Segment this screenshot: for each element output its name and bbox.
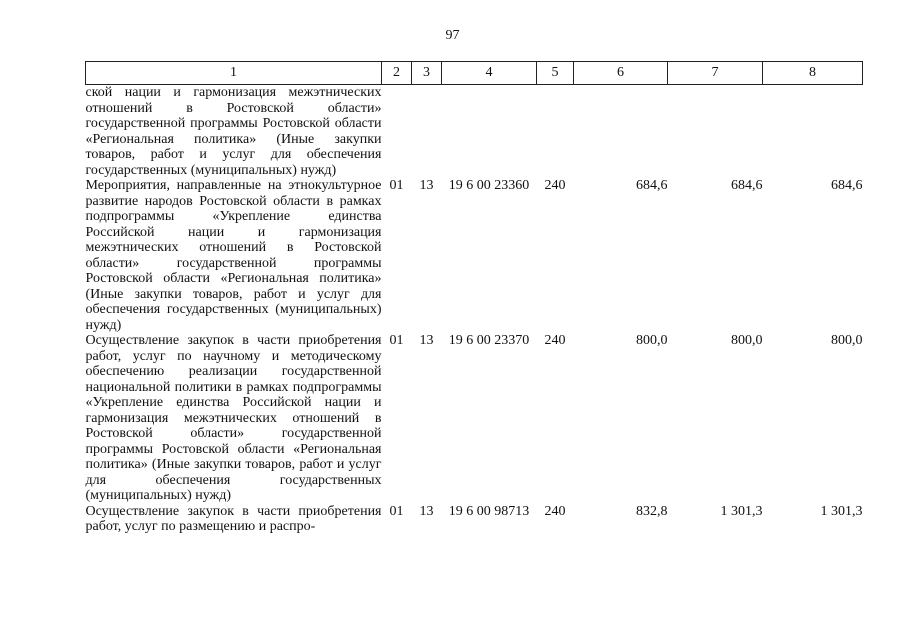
row-section-code: 01 (389, 503, 404, 519)
column-header-6: 6 (574, 62, 668, 85)
column-header-8: 8 (763, 62, 863, 85)
column-header-5: 5 (537, 62, 574, 85)
row-amount-col8 (763, 85, 863, 179)
row-amount-col8: 800,0 (831, 333, 863, 348)
page-number: 97 (445, 28, 460, 43)
row-subsection-code: 13 (419, 503, 434, 519)
column-header-4: 4 (442, 62, 537, 85)
row-amount-col7: 684,6 (731, 178, 763, 193)
table-row (86, 504, 863, 535)
column-header-1: 1 (86, 62, 382, 85)
row-amount-col8: 1 301,3 (820, 503, 863, 519)
row-amount-col6: 684,6 (636, 178, 668, 193)
row-amount-col8: 684,6 (831, 178, 863, 193)
budget-table (85, 61, 863, 535)
row-amount-col7: 800,0 (731, 333, 763, 348)
row-amount-col6: 800,0 (636, 333, 668, 348)
table-row (86, 85, 863, 179)
row-amount-col6: 832,8 (636, 503, 668, 519)
row-subsection-code: 13 (419, 333, 434, 348)
row-subsection-code (412, 85, 442, 179)
row-amount-col7 (668, 85, 763, 179)
row-expense-type: 240 (544, 333, 566, 348)
row-target-article (442, 85, 537, 179)
row-section-code: 01 (389, 178, 404, 193)
row-subsection-code: 13 (419, 178, 434, 193)
row-target-article: 19 6 00 23370 (448, 333, 530, 348)
header-row (86, 62, 863, 85)
column-header-3: 3 (412, 62, 442, 85)
row-amount-col7: 1 301,3 (720, 503, 763, 519)
row-amount-col6 (574, 85, 668, 179)
row-description: ской нации и гармонизация межэтнических отношений в Ростовской области» государственной программы Ростовской области «Региональная политика» (Иные закупки товаров, работ и услуг для обеспечения государственных (муниципальных) нужд) (85, 85, 382, 178)
row-description: Осуществление закупок в части приобретения работ, услуг по размещению и распро- (85, 503, 382, 534)
row-expense-type (537, 85, 574, 179)
row-target-article: 19 6 00 23360 (448, 178, 530, 193)
row-description: Осуществление закупок в части приобретения работ, услуг по научному и методическому обеспечению реализации государственной национальной политики в рамках подпрограммы «Укрепление единства Российской нации и гармонизация межэтнических отношений в Ростовской области» государственной программы Ростовской области «Региональная политика» (Иные закупки товаров, работ и услуг для обеспечения государственных (муниципальных) нужд) (85, 333, 382, 503)
column-header-7: 7 (668, 62, 763, 85)
column-header-2: 2 (382, 62, 412, 85)
table-row (86, 333, 863, 504)
table-row (86, 178, 863, 333)
row-section-code (382, 85, 412, 179)
row-description: Мероприятия, направленные на этнокультурное развитие народов Ростовской области в рамках подпрограммы «Укрепление единства Российской нации и гармонизация межэтнических отношений в Ростовской области» государственной программы Ростовской области «Региональная политика» (Иные закупки товаров, работ и услуг для обеспечения государственных (муниципальных) нужд) (85, 178, 382, 333)
row-expense-type: 240 (544, 503, 566, 519)
row-expense-type: 240 (544, 178, 566, 193)
row-section-code: 01 (389, 333, 404, 348)
row-target-article: 19 6 00 98713 (448, 503, 530, 519)
